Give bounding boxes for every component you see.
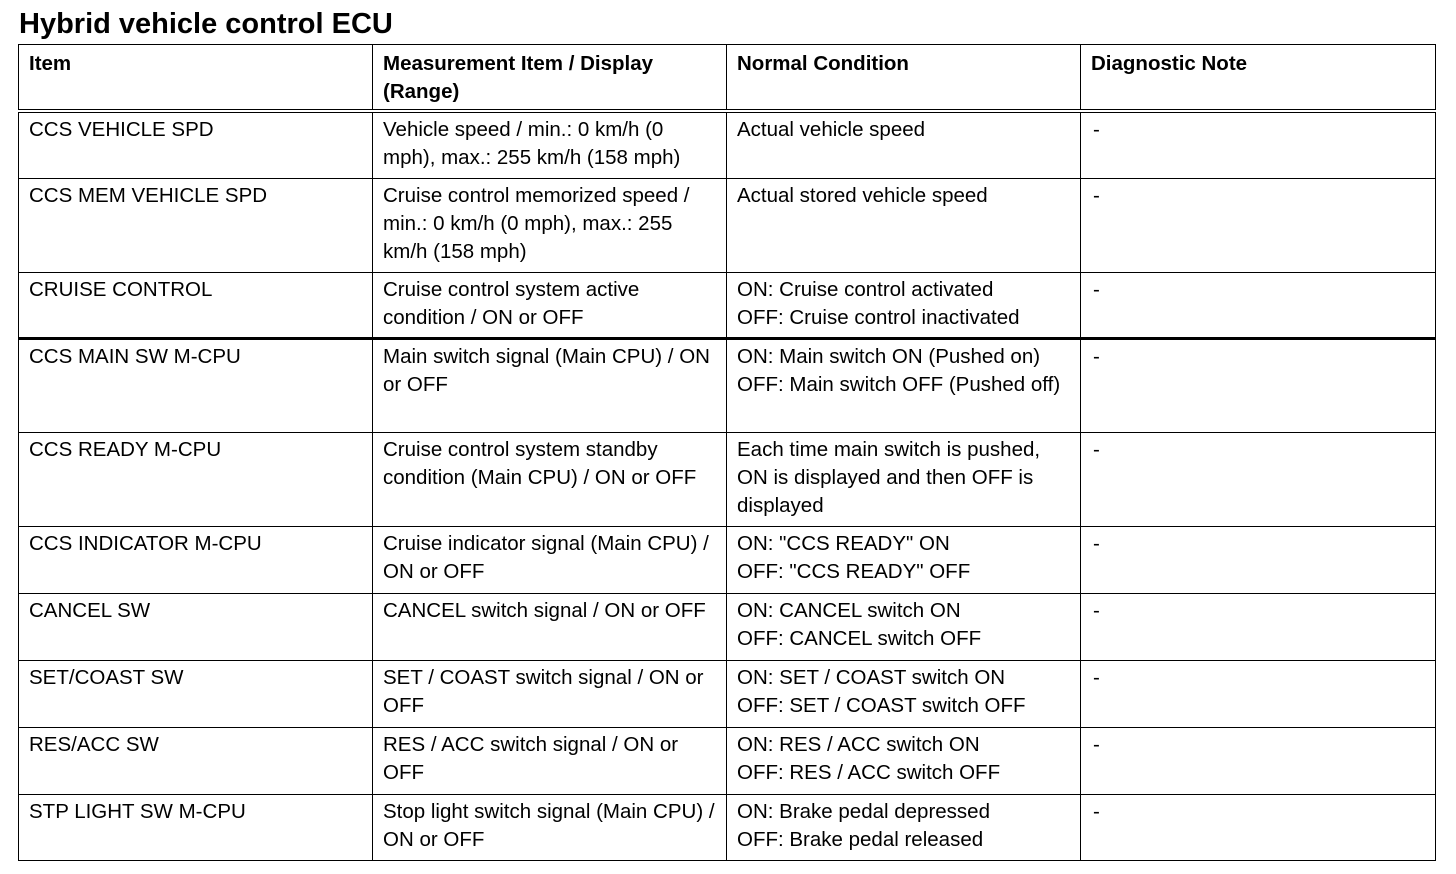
table-row (19, 432, 1436, 526)
item-cell: CCS READY M-CPU (19, 432, 373, 526)
measurement-cell: RES / ACC switch signal / ON or OFF (373, 727, 727, 794)
item-cell: STP LIGHT SW M-CPU (19, 794, 373, 860)
page-title: Hybrid vehicle control ECU (19, 8, 393, 40)
diagnostic-note-cell: - (1081, 111, 1436, 178)
diagnostic-note-cell: - (1081, 178, 1436, 272)
measurement-cell: Stop light switch signal (Main CPU) / ON or OFF (373, 794, 727, 860)
diagnostic-note-cell: - (1081, 660, 1436, 727)
measurement-cell: Main switch signal (Main CPU) / ON or OFF (373, 338, 727, 432)
diagnostic-note-cell: - (1081, 272, 1436, 338)
normal-condition-cell: ON: Main switch ON (Pushed on) OFF: Main switch OFF (Pushed off) (727, 338, 1081, 432)
table-row (19, 338, 1436, 432)
measurement-cell: Cruise control system standby condition (Main CPU) / ON or OFF (373, 432, 727, 526)
item-cell: CANCEL SW (19, 593, 373, 660)
normal-condition-cell: ON: SET / COAST switch ON OFF: SET / COAST switch OFF (727, 660, 1081, 727)
table-row (19, 178, 1436, 272)
measurement-cell: SET / COAST switch signal / ON or OFF (373, 660, 727, 727)
header-normal-condition: Normal Condition (727, 45, 1081, 112)
item-cell: CCS INDICATOR M-CPU (19, 526, 373, 593)
normal-condition-cell: ON: "CCS READY" ON OFF: "CCS READY" OFF (727, 526, 1081, 593)
table-row (19, 593, 1436, 660)
normal-condition-cell: ON: CANCEL switch ON OFF: CANCEL switch OFF (727, 593, 1081, 660)
normal-condition-cell: Each time main switch is pushed, ON is displayed and then OFF is displayed (727, 432, 1081, 526)
measurement-cell: CANCEL switch signal / ON or OFF (373, 593, 727, 660)
measurement-cell: Cruise indicator signal (Main CPU) / ON or OFF (373, 526, 727, 593)
header-diagnostic-note: Diagnostic Note (1081, 45, 1436, 112)
measurement-cell: Cruise control system active condition / ON or OFF (373, 272, 727, 338)
normal-condition-cell: Actual stored vehicle speed (727, 178, 1081, 272)
item-cell: SET/COAST SW (19, 660, 373, 727)
item-cell: CCS MEM VEHICLE SPD (19, 178, 373, 272)
normal-condition-cell: ON: Brake pedal depressed OFF: Brake pedal released (727, 794, 1081, 860)
diagnostic-note-cell: - (1081, 338, 1436, 432)
diagnostic-note-cell: - (1081, 526, 1436, 593)
diagnostic-note-cell: - (1081, 432, 1436, 526)
diagnostic-note-cell: - (1081, 794, 1436, 860)
measurement-cell: Vehicle speed / min.: 0 km/h (0 mph), max.: 255 km/h (158 mph) (373, 111, 727, 178)
table-header-row (19, 45, 1436, 112)
header-measurement: Measurement Item / Display (Range) (373, 45, 727, 112)
table-row (19, 272, 1436, 338)
item-cell: CCS MAIN SW M-CPU (19, 338, 373, 432)
item-cell: RES/ACC SW (19, 727, 373, 794)
normal-condition-cell: ON: Cruise control activated OFF: Cruise control inactivated (727, 272, 1081, 338)
table-row (19, 660, 1436, 727)
table-row (19, 794, 1436, 860)
ecu-data-table (18, 44, 1436, 861)
header-item: Item (19, 45, 373, 112)
diagnostic-note-cell: - (1081, 593, 1436, 660)
item-cell: CRUISE CONTROL (19, 272, 373, 338)
normal-condition-cell: Actual vehicle speed (727, 111, 1081, 178)
table-row (19, 111, 1436, 178)
table-row (19, 526, 1436, 593)
measurement-cell: Cruise control memorized speed / min.: 0 km/h (0 mph), max.: 255 km/h (158 mph) (373, 178, 727, 272)
table-row (19, 727, 1436, 794)
normal-condition-cell: ON: RES / ACC switch ON OFF: RES / ACC switch OFF (727, 727, 1081, 794)
item-cell: CCS VEHICLE SPD (19, 111, 373, 178)
diagnostic-note-cell: - (1081, 727, 1436, 794)
